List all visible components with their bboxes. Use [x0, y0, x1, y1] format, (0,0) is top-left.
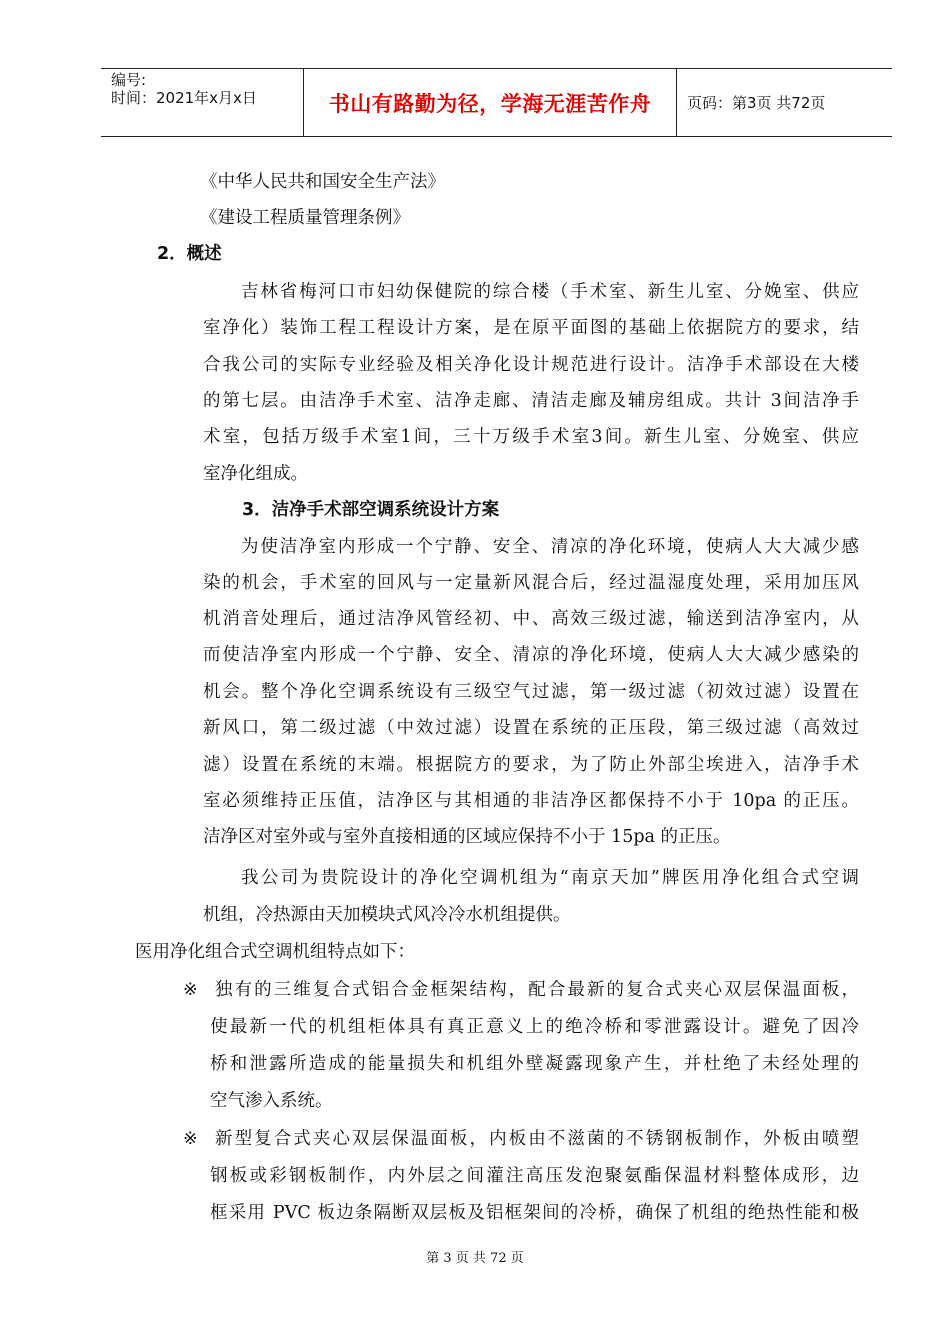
bullet-line: 桥和泄露所造成的能量损失和机组外壁凝露现象产生，并杜绝了未经处理的	[210, 1054, 859, 1074]
bullet-line: 新型复合式夹心双层保温面板，内板由不滋菌的不锈钢板制作，外板由喷塑	[215, 1129, 859, 1149]
paragraph-line: 吉林省梅河口市妇幼保健院的综合楼（手术室、新生儿室、分娩室、供应	[241, 282, 859, 302]
paragraph-line: 新风口，第二级过滤（中效过滤）设置在系统的正压段，第三级过滤（高效过	[203, 718, 859, 738]
header-page-cell	[677, 69, 892, 136]
features-title: 医用净化组合式空调机组特点如下：	[135, 942, 415, 962]
bullet-line: 空气渗入系统。	[210, 1091, 333, 1111]
bullet-line: 框采用 PVC 板边条隔断双层板及铝框架间的冷桥，确保了机组的绝热性能和极	[210, 1203, 859, 1223]
paragraph-line: 为使洁净室内形成一个宁静、安全、清凉的净化环境，使病人大大减少感	[241, 537, 859, 557]
page-footer: 第 3 页 共 72 页	[426, 1251, 524, 1266]
reference-line: 《建设工程质量管理条例》	[200, 208, 410, 228]
paragraph-line: 的第七层。由洁净手术室、洁净走廊、清洁走廊及辅房组成。共计 3间洁净手	[203, 391, 859, 411]
number-label: 编号:	[111, 71, 147, 89]
paragraph-line: 室净化）装饰工程工程设计方案，是在原平面图的基础上依据院方的要求，结	[203, 318, 859, 338]
bullet-line: 钢板或彩钢板制作，内外层之间灌注高压发泡聚氨酯保温材料整体成形，边	[210, 1166, 859, 1186]
header-meta-cell	[101, 69, 304, 136]
paragraph-line: 室净化组成。	[203, 464, 308, 484]
header-motto-cell	[304, 69, 677, 136]
section-3-title: 3．洁净手术部空调系统设计方案	[242, 500, 500, 520]
bullet-line: 独有的三维复合式铝合金框架结构，配合最新的复合式夹心双层保温面板，	[215, 980, 859, 1000]
paragraph-line: 机会。整个净化空调系统设有三级空气过滤，第一级过滤（初效过滤）设置在	[203, 682, 859, 702]
paragraph-line: 术室，包括万级手术室1间，三十万级手术室3间。新生儿室、分娩室、供应	[203, 427, 859, 447]
paragraph-line: 染的机会，手术室的回风与一定量新风混合后，经过温湿度处理，采用加压风	[203, 573, 859, 593]
paragraph-line: 室必须维持正压值，洁净区与其相通的非洁净区都保持不小于 10pa 的正压。	[203, 791, 859, 811]
paragraph-line: 机消音处理后，通过洁净风管经初、中、高效三级过滤，输送到洁净室内，从	[203, 609, 859, 629]
motto-text: 书山有路勤为径，学海无涯苦作舟	[328, 91, 652, 116]
bullet-line: 使最新一代的机组柜体具有真正意义上的绝冷桥和零泄露设计。避免了因冷	[210, 1017, 859, 1037]
time-label: 时间：2021年x月x日	[111, 89, 257, 107]
section-2-title: 2．概述	[157, 244, 222, 264]
reference-line: 《中华人民共和国安全生产法》	[200, 172, 445, 192]
page-label: 页码：第3页 共72页	[687, 94, 826, 112]
reference-mark-icon: ※	[183, 1129, 198, 1149]
reference-mark-icon: ※	[183, 980, 198, 1000]
paragraph-line: 洁净区对室外或与室外直接相通的区域应保持不小于 15pa 的正压。	[203, 827, 731, 847]
paragraph-line: 合我公司的实际专业经验及相关净化设计规范进行设计。洁净手术部设在大楼	[203, 355, 859, 375]
paragraph-line: 我公司为贵院设计的净化空调机组为“南京天加”牌医用净化组合式空调	[241, 868, 859, 888]
paragraph-line: 机组，冷热源由天加模块式风冷冷水机组提供。	[203, 905, 571, 925]
document-header	[101, 68, 892, 137]
paragraph-line: 而使洁净室内形成一个宁静、安全、清凉的净化环境，使病人大大减少感染的	[203, 645, 859, 665]
paragraph-line: 滤）设置在系统的末端。根据院方的要求，为了防止外部尘埃进入，洁净手术	[203, 755, 859, 775]
